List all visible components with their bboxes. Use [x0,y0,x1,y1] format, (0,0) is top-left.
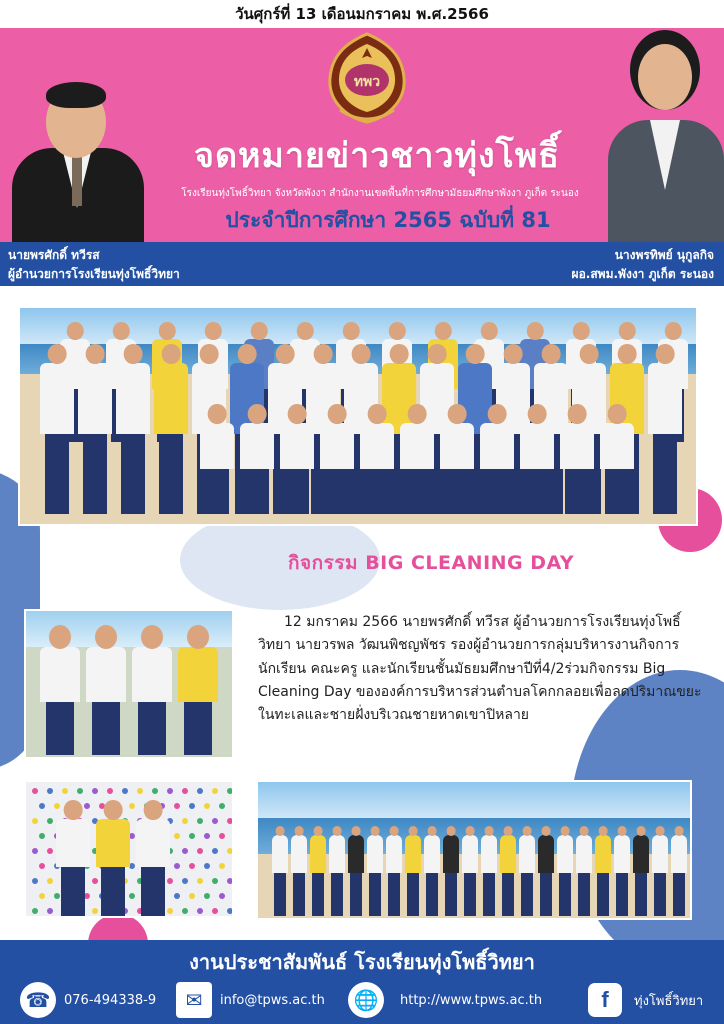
contact-phone[interactable] [20,982,156,1018]
director-photo [10,56,146,242]
photo-person [424,826,440,916]
wall-dot [219,893,225,899]
photo-person [481,826,497,916]
photo-person [178,625,218,755]
wall-dot [137,788,143,794]
article-title: กิจกรรม BIG CLEANING DAY [288,552,575,574]
wall-dot [227,848,233,854]
wall-dot [122,788,128,794]
photo-person [480,404,514,514]
photo-person [280,404,314,514]
photo-person [40,344,74,514]
wall-dot [189,803,195,809]
photo-person [443,826,459,916]
wall-dot [219,863,225,869]
photo-person [96,800,130,916]
photo-person [600,404,634,514]
wall-dot [174,833,180,839]
email-address[interactable]: info@tpws.ac.th [220,992,325,1008]
wall-dot [77,788,83,794]
photo-person [557,826,573,916]
wall-dot [152,788,158,794]
wall-dot [32,908,38,914]
wall-dot [32,818,38,824]
photo-person [462,826,478,916]
photo-person [240,404,274,514]
wall-dot [204,863,210,869]
photo-person [386,826,402,916]
facebook-icon: f [588,983,622,1017]
article-paragraph: 12 มกราคม 2566 นายพรศักดิ์ ทวีรส ผู้อำนวยการโรงเรียนทุ่งโพธิ์วิทยา นายวรพล วัฒนพิชญพัชร รองผู้อำนวยการกลุ่มบริหารงานกิจการนักเรียน คณะครู และนักเรียนชั้นมัธยมศึกษาปีที่4/2ร่วมกิจกรรม Big Cleaning Day ขององค์การบริหารส่วนตำบลโคกกลอยเพื่อลดปริมาณขยะในทะเลและชายฝั่งบริเวณชายหาดเขาปิหลาย [258,614,702,724]
facebook-name[interactable]: ทุ่งโพธิ์วิทยา [634,993,704,1009]
wall-dot [212,908,218,914]
wall-dot [197,788,203,794]
photo-person [560,404,594,514]
wall-dot [227,878,233,884]
wall-dot [62,788,68,794]
wall-dot [47,878,53,884]
wall-dot [227,818,233,824]
footer-title: งานประชาสัมพันธ์ โรงเรียนทุ่งโพธิ์วิทยา [189,950,535,974]
director-position: ผู้อำนวยการโรงเรียนทุ่งโพธิ์วิทยา [8,267,180,281]
area-director-name: นางพรทิพย์ นุกูลกิจ [614,248,714,262]
activity-photo-2 [24,780,234,918]
director-name: นายพรศักดิ์ ทวีรส [8,248,100,262]
wall-dot [47,908,53,914]
wall-dot [32,878,38,884]
masthead [0,28,724,242]
wall-dot [219,833,225,839]
wall-dot [197,848,203,854]
wall-dot [212,878,218,884]
photo-person [400,404,434,514]
photo-person [154,344,188,514]
wall-dot [227,908,233,914]
wall-dot [197,908,203,914]
photo-person [132,625,172,755]
area-director-caption [572,246,714,284]
photo-person [576,826,592,916]
wall-dot [197,818,203,824]
wall-dot [204,893,210,899]
photo-person [671,826,687,916]
photo-person [291,826,307,916]
globe-icon: 🌐 [348,982,384,1018]
photo-person [520,404,554,514]
wall-dot [39,833,45,839]
photo-person [78,344,112,514]
wall-dot [47,788,53,794]
issue-line: ประจำปีการศึกษา 2565 ฉบับที่ 81 [225,208,551,232]
photo-person [652,826,668,916]
wall-dot [107,788,113,794]
wall-dot [197,878,203,884]
newsletter-subtitle: โรงเรียนทุ่งโพธิ์วิทยา จังหวัดพังงา สำนักงานเขตพื้นที่การศึกษามัธยมศึกษาพังงา ภูเก็ต ระนอง [181,188,579,199]
photo-person [648,344,682,514]
wall-dot [182,908,188,914]
photo-person [500,826,516,916]
director-area-photo [604,28,724,242]
wall-dot [189,833,195,839]
photo-person [40,625,80,755]
photo-person [200,404,234,514]
wall-dot [204,803,210,809]
wall-dot [92,788,98,794]
wall-dot [204,833,210,839]
photo-person [136,800,170,916]
wall-dot [182,818,188,824]
wall-dot [32,788,38,794]
director-caption [8,246,180,284]
wall-dot [174,803,180,809]
wall-dot [189,863,195,869]
wall-dot [47,848,53,854]
wall-dot [212,818,218,824]
photo-person [440,404,474,514]
contact-facebook[interactable] [588,982,703,1018]
photo-person [360,404,394,514]
photo-person [272,826,288,916]
photo-person [86,625,126,755]
newsletter-title: จดหมายข่าวชาวทุ่งโพธิ์ [194,136,560,176]
photo-person [320,404,354,514]
photo-person [56,800,90,916]
photo-person [519,826,535,916]
wall-dot [212,848,218,854]
photo-person [538,826,554,916]
wall-dot [174,893,180,899]
contact-website[interactable] [348,982,542,1018]
wall-dot [39,803,45,809]
photo-person [633,826,649,916]
date-line: วันศุกร์ที่ 13 เดือนมกราคม พ.ศ.2566 [0,0,724,28]
group-photo-beach [256,780,692,920]
wall-dot [39,863,45,869]
photo-person [329,826,345,916]
photo-person [595,826,611,916]
wall-dot [174,863,180,869]
wall-dot [167,788,173,794]
wall-dot [182,788,188,794]
envelope-icon: ✉ [176,982,212,1018]
phone-number[interactable]: 076-494338-9 [64,992,157,1008]
wall-dot [182,848,188,854]
wall-dot [219,803,225,809]
photo-person [348,826,364,916]
logo-lettering: ทพว [353,74,381,90]
wall-dot [39,893,45,899]
wall-dot [189,893,195,899]
wall-dot [47,818,53,824]
photo-person [614,826,630,916]
photo-person [405,826,421,916]
school-logo [326,32,408,124]
activity-photo-1 [24,609,234,759]
photo-person [367,826,383,916]
website-url[interactable]: http://www.tpws.ac.th [400,992,543,1008]
group-photo-main [18,306,698,526]
contact-email[interactable] [176,982,325,1018]
wall-dot [32,848,38,854]
wall-dot [227,788,233,794]
phone-icon: ☎ [20,982,56,1018]
wall-dot [182,878,188,884]
photo-person [116,344,150,514]
area-director-position: ผอ.สพม.พังงา ภูเก็ต ระนอง [571,267,714,281]
photo-person [310,826,326,916]
wall-dot [212,788,218,794]
